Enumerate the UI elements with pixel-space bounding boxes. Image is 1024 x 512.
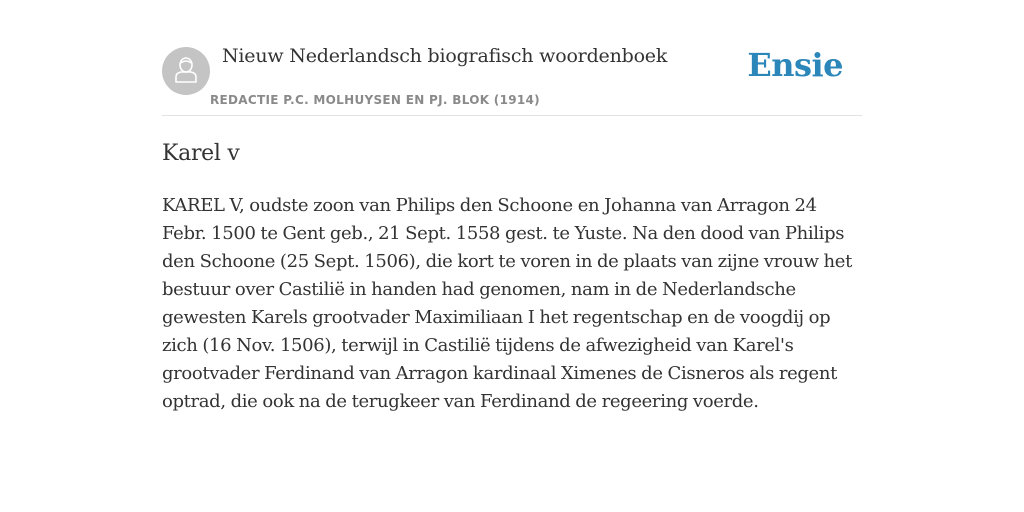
source-editors: REDACTIE P.C. MOLHUYSEN EN PJ. BLOK (1914) — [210, 93, 540, 107]
avatar[interactable] — [162, 47, 210, 95]
entry-body: KAREL V, oudste zoon van Philips den Schoone en Johanna van Arragon 24 Febr. 1500 te Gent geb., 21 Sept. 1558 gest. te Yuste. Na den dood van Philips den Schoone (25 Sept. 1506), die kort te voren in de plaats van zijne vrouw het bestuur over Castilië in handen had genomen, nam in de Nederlandsche gewesten Karels grootvader Maximiliaan I het regentschap en de voogdij op zich (16 Nov. 1506), terwijl in Castilië tijdens de afwezigheid van Karel's grootvader Ferdinand van Arragon kardinaal Ximenes de Cisneros als regent optrad, die ook na de terugkeer van Ferdinand de regeering voerde. — [162, 195, 852, 412]
user-icon — [173, 55, 199, 88]
source-header — [162, 0, 862, 116]
ensie-logo[interactable]: Ensie — [747, 46, 843, 84]
source-title[interactable]: Nieuw Nederlandsch biografisch woordenboek — [222, 45, 668, 67]
page-container — [162, 0, 862, 412]
entry-title: Karel v — [162, 141, 240, 166]
